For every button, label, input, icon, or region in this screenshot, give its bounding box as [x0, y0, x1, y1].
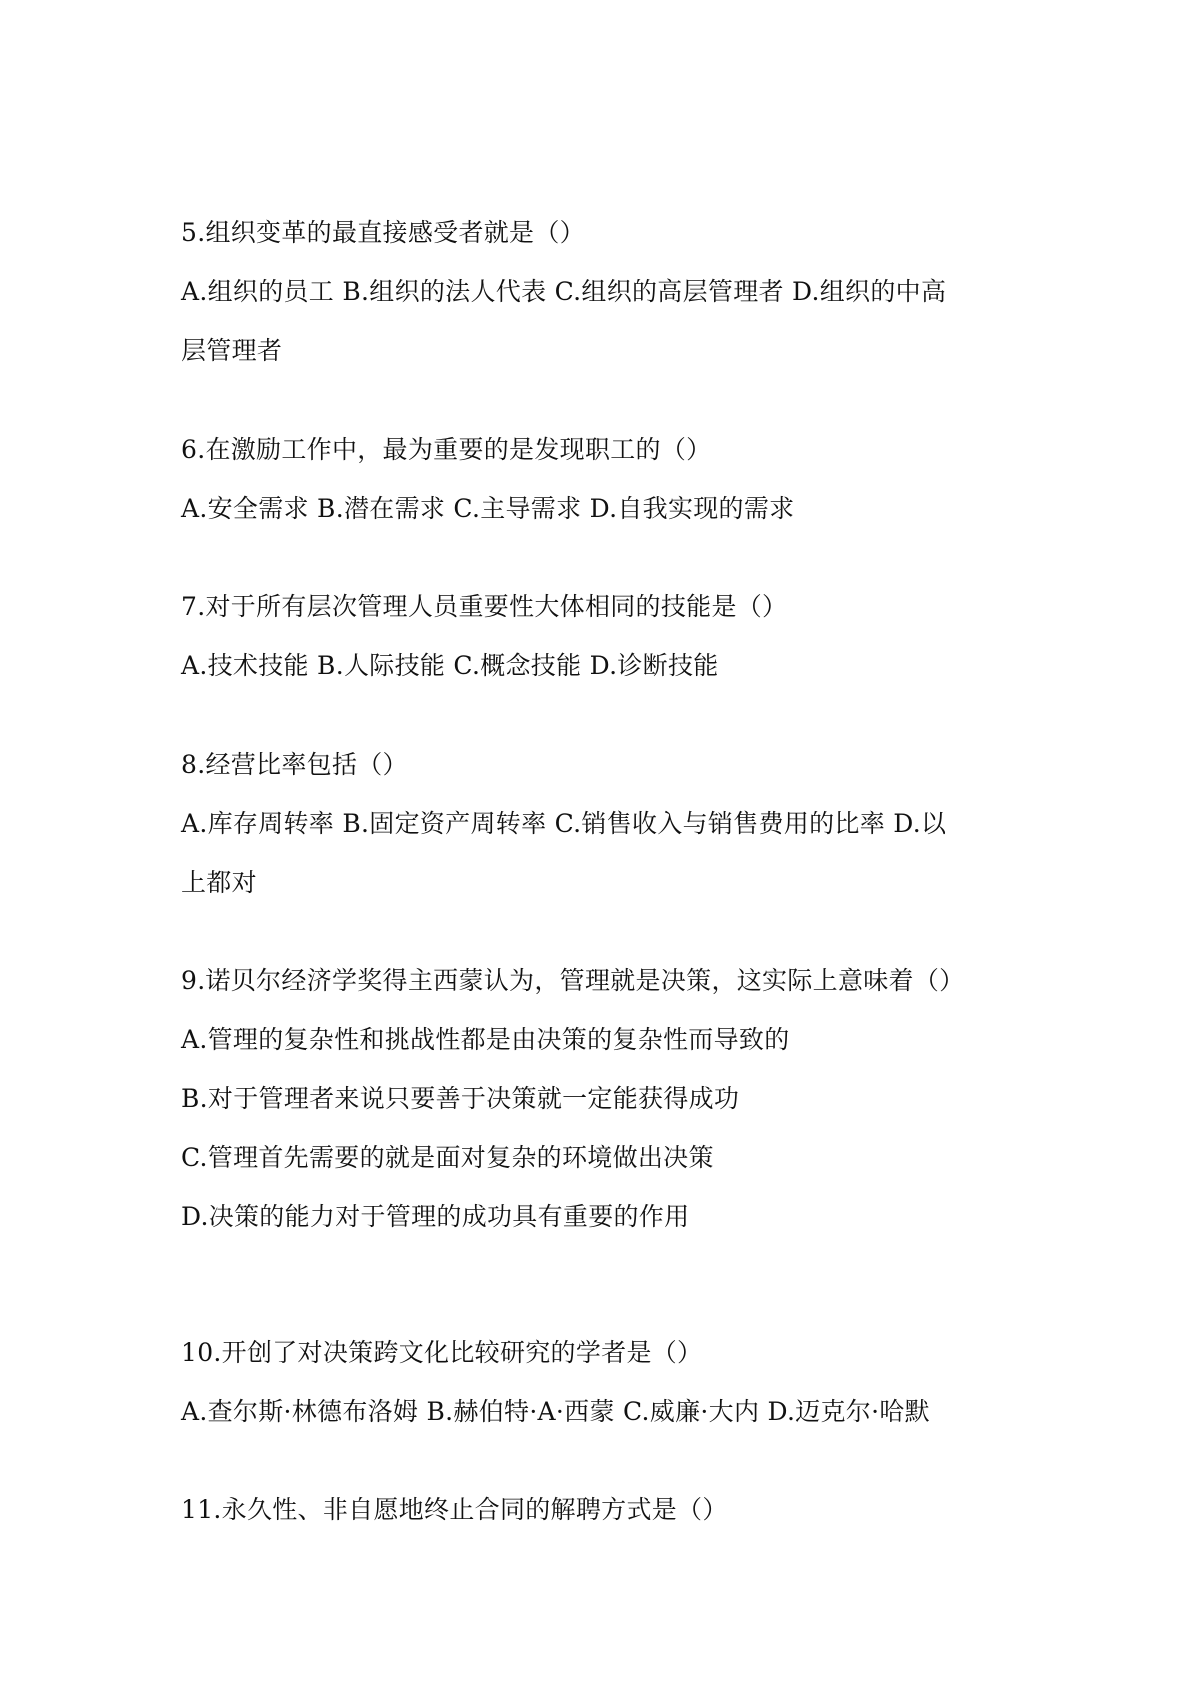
question-6-stem: 6.在激励工作中，最为重要的是发现职工的（） [181, 435, 712, 464]
question-5-stem: 5.组织变革的最直接感受者就是（） [181, 218, 585, 247]
question-9-option-c: C.管理首先需要的就是面对复杂的环境做出决策 [181, 1143, 714, 1172]
question-8-options-line-2: 上都对 [181, 868, 257, 897]
question-5-options-line-1: A.组织的员工 B.组织的法人代表 C.组织的高层管理者 D.组织的中高 [181, 277, 947, 306]
question-7-stem: 7.对于所有层次管理人员重要性大体相同的技能是（） [181, 592, 788, 621]
question-9-option-d: D.决策的能力对于管理的成功具有重要的作用 [181, 1202, 690, 1231]
question-10-options-line-1: A.查尔斯·林德布洛姆 B.赫伯特·A·西蒙 C.威廉·大内 D.迈克尔·哈默 [181, 1397, 930, 1426]
question-9-option-a: A.管理的复杂性和挑战性都是由决策的复杂性而导致的 [181, 1025, 790, 1054]
question-8-options-line-1: A.库存周转率 B.固定资产周转率 C.销售收入与销售费用的比率 D.以 [181, 809, 947, 838]
question-6-options-line-1: A.安全需求 B.潜在需求 C.主导需求 D.自我实现的需求 [181, 494, 795, 523]
question-5-options-line-2: 层管理者 [181, 336, 283, 365]
question-9-option-b: B.对于管理者来说只要善于决策就一定能获得成功 [181, 1084, 740, 1113]
question-8-stem: 8.经营比率包括（） [181, 750, 408, 779]
question-7-options-line-1: A.技术技能 B.人际技能 C.概念技能 D.诊断技能 [181, 651, 719, 680]
question-11-stem: 11.永久性、非自愿地终止合同的解聘方式是（） [181, 1495, 728, 1524]
question-10-stem: 10.开创了对决策跨文化比较研究的学者是（） [181, 1338, 703, 1367]
question-9-stem: 9.诺贝尔经济学奖得主西蒙认为，管理就是决策，这实际上意味着（） [181, 966, 965, 995]
